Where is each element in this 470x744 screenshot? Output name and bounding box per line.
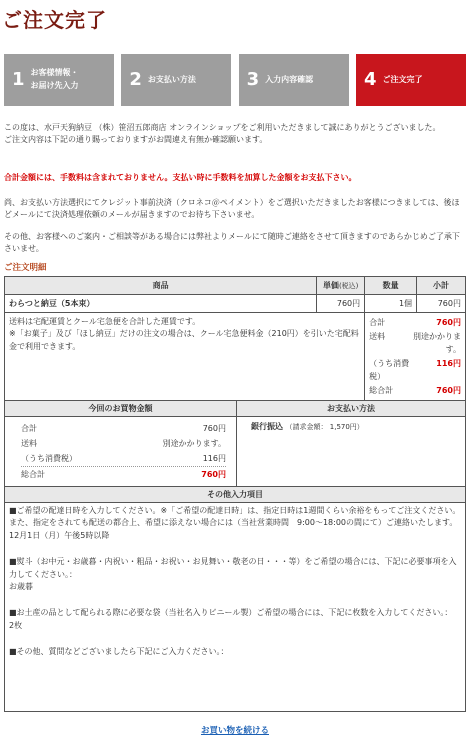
order-summary-box: 合計 760円 送料 別途かかります。 （うち消費税） 116円 総合計 760円 xyxy=(365,313,466,402)
contact-note: その他、お客様へのご案内・ご相談等がある場合には弊社よりメールにて随時ご連絡をさせて頂きますのであらかじめご了承下さいませ。 xyxy=(4,232,460,254)
purchase-shipping: 別途かかります。 xyxy=(162,439,226,448)
noshi-answer: お歳暮 xyxy=(9,581,33,591)
payment-method-value: 銀行振込 xyxy=(251,422,283,431)
order-details-table xyxy=(4,276,466,402)
summary-shipping: 別途かかります。 xyxy=(413,332,461,354)
step-order-complete xyxy=(356,54,466,106)
shipping-note-row xyxy=(5,313,466,402)
credit-payment-note: 尚、お支払い方法選択にてクレジット事前決済（クロネコ＠ペイメント）をご選択いただきましたお客様につきましては、後ほどメールにて決済処理依頼のメールが届きますのでお待ち下さいませ。 xyxy=(4,198,460,220)
continue-shopping-link[interactable]: お買い物を続ける xyxy=(200,726,269,736)
thanks-message: この度は、水戸天狗納豆 （株）笹沼五郎商店 オンラインショップをご利用いただきまして誠にありがとうございました。 ご注文内容は下記の通り賜っておりますがお間違え有無か確認願います。 xyxy=(4,123,441,145)
payment-amount-note: （請求金額： 1,570円） xyxy=(285,423,364,431)
step-number: 3 xyxy=(246,68,260,90)
item-price: 760円 xyxy=(317,295,365,313)
shipping-note: 送料は宅配運賃とクール宅急便を合計した運賃です。 ※「お菓子」及び「ほし納豆」だけの注文の場合は、クール宅急便料金（210円）を引いた宅配料金で利用できます。 xyxy=(5,313,365,402)
payment-method-title: お支払い方法 xyxy=(237,401,465,417)
bag-answer: 2枚 xyxy=(9,620,23,630)
col-product: 商品 xyxy=(5,277,317,295)
step-customer-info xyxy=(4,54,114,106)
other-info-title: その他入力項目 xyxy=(5,487,465,503)
page-title: ご注文完了 xyxy=(2,8,107,32)
step-number: 1 xyxy=(12,68,25,90)
purchase-amount-box: 合計 760円 送料 別途かかります。 （うち消費税） 116円 総合計 760円 xyxy=(5,417,237,487)
delivery-answer: 12月1日（月）午後5時以降 xyxy=(9,530,110,540)
col-qty: 数量 xyxy=(365,277,417,295)
step-confirm xyxy=(239,54,349,106)
other-info-content xyxy=(9,505,463,667)
order-details-title: ご注文明細 xyxy=(4,263,47,273)
summary-total: 760円 xyxy=(436,385,461,395)
step-label: お客様情報・ お届け先入力 xyxy=(30,68,79,90)
summary-tax: 116円 xyxy=(436,359,461,369)
table-row xyxy=(5,295,466,313)
other-question: ■その他、質問などございましたら下記にご入力ください。： xyxy=(9,647,229,657)
step-number: 2 xyxy=(129,68,142,90)
step-payment-method xyxy=(121,54,231,106)
purchase-total: 760円 xyxy=(201,470,226,479)
step-number: 4 xyxy=(363,68,377,90)
noshi-question: ■熨斗（お中元・お歳暮・内祝い・粗品・お祝い・お見舞い・敬老の日・・・等）をご希望の場合には、下記に必要事項を入力してください。： お歳暮 xyxy=(9,557,457,591)
item-qty: 1個 xyxy=(365,295,417,313)
checkout-steps xyxy=(4,54,466,106)
fee-warning: 合計金額には、手数料は含まれておりません。支払い時に手数料を加算した金額をお支払下さい。 xyxy=(4,173,357,182)
step-label: お支払い方法 xyxy=(147,74,196,84)
bag-question: ■お土産の品として配られる際に必要な袋（当社名入りビニール製）ご希望の場合には、下記に枚数を入力してください。： 2枚 xyxy=(9,608,453,630)
col-price: 単価(税込) xyxy=(317,277,365,295)
payment-method-box xyxy=(237,417,465,487)
purchase-tax: 116円 xyxy=(202,454,226,463)
step-label: ご注文完了 xyxy=(382,74,423,84)
delivery-question: ■ご希望の配達日時を入力してください。※「ご希望の配達日時」は、指定日時は1週間くらい余裕をもってご注文ください。また、指定をされても配送の都合上、希望に添えない場合には（当社営業時間 9:00～18:00の間にて）ご連絡いたします。 12月1日（月）午後5時以降 xyxy=(9,506,461,540)
table-header-row xyxy=(5,277,466,295)
purchase-subtotal: 760円 xyxy=(202,424,226,433)
summary-subtotal: 760円 xyxy=(436,318,461,327)
step-label: 入力内容確認 xyxy=(265,74,314,84)
item-name: わらつと納豆（5本束） xyxy=(5,295,317,313)
item-subtotal: 760円 xyxy=(417,295,466,313)
purchase-amount-title: 今回のお買物金額 xyxy=(5,401,237,417)
col-subtotal: 小計 xyxy=(417,277,466,295)
purchase-info-panel xyxy=(4,400,466,712)
